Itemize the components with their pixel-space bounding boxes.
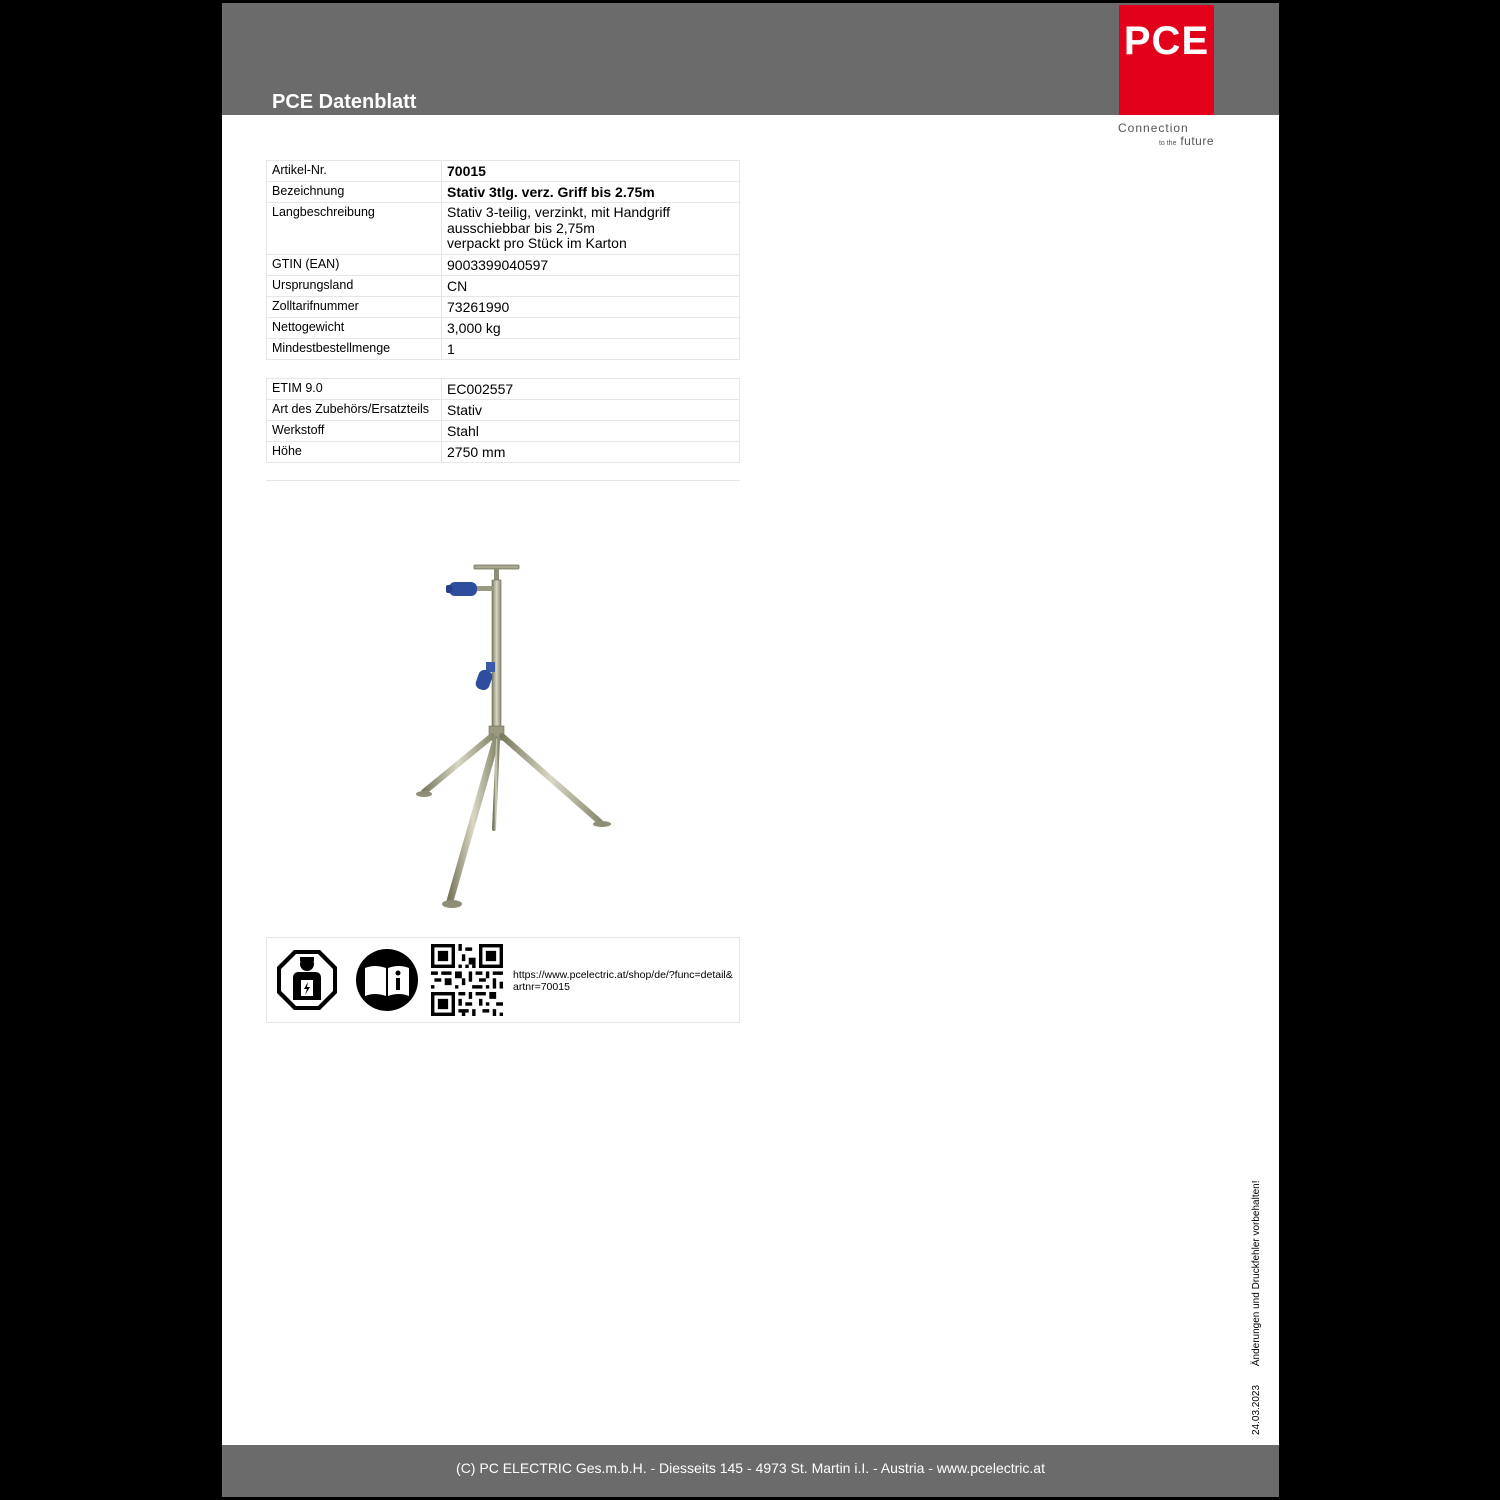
tagline-line2 xyxy=(1118,134,1214,148)
table-row xyxy=(267,203,740,255)
etim-key: Art des Zubehörs/Ersatzteils xyxy=(267,400,442,421)
etim-value: 2750 mm xyxy=(442,442,740,463)
electrician-warning-icon xyxy=(275,948,339,1012)
etim-value: Stativ xyxy=(442,400,740,421)
table-row xyxy=(267,161,740,182)
description-line: verpackt pro Stück im Karton xyxy=(447,235,627,251)
spec-value: Stativ 3tlg. verz. Griff bis 2.75m xyxy=(442,182,740,203)
qr-code-icon xyxy=(431,944,503,1016)
description-line: ausschiebbar bis 2,75m xyxy=(447,219,595,236)
etim-table xyxy=(266,378,740,463)
spec-value: 9003399040597 xyxy=(442,254,740,275)
logo-text: PCE xyxy=(1123,19,1210,63)
footer-text: (C) PC ELECTRIC Ges.m.b.H. - Diesseits 145 - 4973 St. Martin i.I. - Austria - www.pcelectric.at xyxy=(456,1460,1045,1476)
spec-value: 73261990 xyxy=(442,296,740,317)
table-row xyxy=(267,379,740,400)
spec-key: Zolltarifnummer xyxy=(267,296,442,317)
article-spec-table xyxy=(266,160,740,360)
section-divider xyxy=(266,480,740,481)
etim-key: Werkstoff xyxy=(267,421,442,442)
table-row xyxy=(267,400,740,421)
spec-key: GTIN (EAN) xyxy=(267,254,442,275)
spec-key: Langbeschreibung xyxy=(267,203,442,255)
table-row xyxy=(267,338,740,359)
spec-key: Mindestbestellmenge xyxy=(267,338,442,359)
page-title: PCE Datenblatt xyxy=(272,91,417,113)
table-row xyxy=(267,421,740,442)
spec-value: CN xyxy=(442,275,740,296)
spec-key: Bezeichnung xyxy=(267,182,442,203)
product-url[interactable]: https://www.pcelectric.at/shop/de/?func=detail&artnr=70015 xyxy=(513,969,733,993)
etim-key: Höhe xyxy=(267,442,442,463)
table-row xyxy=(267,442,740,463)
tagline-line1: Connection xyxy=(1118,121,1189,135)
footer-bar xyxy=(222,1445,1279,1497)
spec-value: 1 xyxy=(442,338,740,359)
table-row xyxy=(267,182,740,203)
table-row xyxy=(267,275,740,296)
datasheet-page xyxy=(222,3,1279,1497)
etim-key: ETIM 9.0 xyxy=(267,379,442,400)
tagline-small: to the xyxy=(1158,140,1177,147)
spec-key: Ursprungsland xyxy=(267,275,442,296)
read-manual-icon xyxy=(355,948,419,1012)
print-date: 24.03.2023 xyxy=(1251,1384,1262,1435)
icon-strip xyxy=(266,937,740,1023)
spec-value: 3,000 kg xyxy=(442,317,740,338)
spec-value: 70015 xyxy=(442,161,740,182)
pce-logo xyxy=(1119,5,1214,115)
table-row xyxy=(267,254,740,275)
table-row xyxy=(267,296,740,317)
tripod-product-image xyxy=(412,558,612,918)
tagline-big: future xyxy=(1180,134,1214,148)
disclaimer: Änderungen und Druckfehler vorbehalten! xyxy=(1251,1180,1262,1367)
spec-key: Nettogewicht xyxy=(267,317,442,338)
spec-value-multiline xyxy=(442,203,740,255)
side-note xyxy=(1251,1180,1262,1435)
spec-key: Artikel-Nr. xyxy=(267,161,442,182)
description-line: Stativ 3-teilig, verzinkt, mit Handgriff xyxy=(447,204,671,220)
table-row xyxy=(267,317,740,338)
etim-value: EC002557 xyxy=(442,379,740,400)
etim-value: Stahl xyxy=(442,421,740,442)
header-bar xyxy=(222,3,1279,115)
